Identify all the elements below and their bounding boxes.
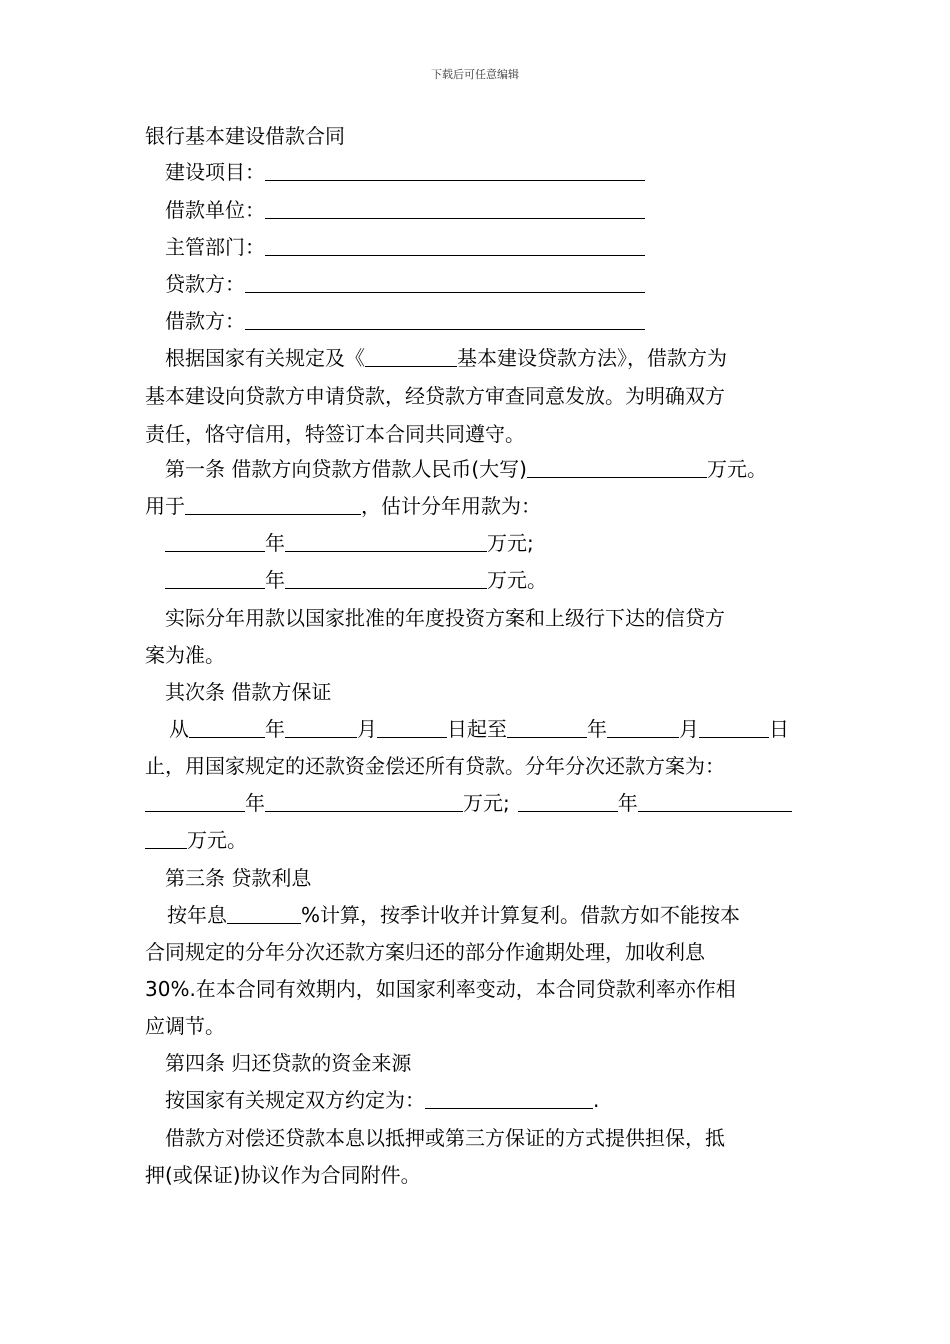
article-4-heading: 第四条 归还贷款的资金来源: [165, 1051, 412, 1075]
repayment-period-line: [165, 715, 789, 743]
start-day-blank[interactable]: [377, 717, 447, 738]
end-day-blank[interactable]: [699, 717, 769, 738]
field-lender: [165, 270, 645, 298]
start-year-blank[interactable]: [189, 717, 265, 738]
article-1-line-2: [145, 492, 541, 520]
fund-source-blank[interactable]: [425, 1088, 593, 1109]
article-3-heading: 第三条 贷款利息: [165, 866, 312, 890]
field-project: [165, 158, 645, 186]
repay-amount-2-blank[interactable]: [638, 791, 792, 812]
field-project-label: 建设项目：: [165, 160, 265, 184]
start-month-blank[interactable]: [285, 717, 357, 738]
intro-text-a: 根据国家有关规定及《: [165, 346, 365, 370]
year-label: 年: [245, 791, 265, 815]
repay-amount-2-blank-cont[interactable]: [145, 828, 187, 849]
article-3-line-3: 30%.在本合同有效期内，如国家利率变动，本合同贷款利率亦作相: [145, 977, 736, 1001]
article-1-text-b: 万元。: [706, 457, 767, 481]
usage-amount-1-blank[interactable]: [285, 531, 487, 552]
article-3-text-b: %计算，按季计收并计算复利。借款方如不能按本: [301, 903, 741, 927]
article-1-purpose-label: 用于: [145, 494, 185, 518]
year-label: 年: [587, 717, 607, 741]
repay-amount-1-blank[interactable]: [265, 791, 463, 812]
year-label: 年: [265, 568, 285, 592]
wan-label: 万元;: [487, 531, 534, 555]
authority-blank[interactable]: [265, 235, 645, 256]
end-month-blank[interactable]: [607, 717, 679, 738]
wan-label: 万元;: [463, 791, 510, 815]
wan-label: 万元。: [187, 828, 247, 852]
usage-amount-2-blank[interactable]: [285, 568, 487, 589]
repayment-schedule-row-cont: [145, 826, 247, 854]
lender-blank[interactable]: [245, 272, 645, 293]
field-authority-label: 主管部门：: [165, 235, 265, 259]
borrower-blank[interactable]: [245, 309, 645, 330]
article-2-line-2: 止，用国家规定的还款资金偿还所有贷款。分年分次还款方案为：: [145, 754, 725, 778]
year-label: 年: [617, 791, 638, 815]
article-2-heading: 其次条 借款方保证: [165, 680, 332, 704]
annual-rate-label: 按年息: [167, 903, 227, 927]
field-borrower-label: 借款方：: [165, 309, 245, 333]
usage-year-2-blank[interactable]: [165, 568, 265, 589]
usage-year-1-blank[interactable]: [165, 531, 265, 552]
repayment-schedule-row: [145, 789, 792, 817]
article-1-line-1: [165, 455, 767, 483]
guarantee-line-2: 押(或保证)协议作为合同附件。: [145, 1163, 421, 1187]
from-label: 从: [169, 717, 189, 741]
month-label: 月: [679, 717, 699, 741]
page-header-note: 下载后可任意编辑: [431, 68, 519, 81]
field-borrower-unit-label: 借款单位：: [165, 198, 265, 222]
year-label: 年: [265, 531, 285, 555]
end-year-blank[interactable]: [507, 717, 587, 738]
article-3-line-4: 应调节。: [145, 1014, 225, 1038]
document-title: 银行基本建设借款合同: [145, 124, 345, 148]
month-label: 月: [357, 717, 377, 741]
article-3-line-1: [165, 901, 740, 929]
repay-year-2-blank[interactable]: [518, 791, 618, 812]
annual-rate-blank[interactable]: [227, 903, 301, 924]
field-authority: [165, 233, 645, 261]
borrower-unit-blank[interactable]: [265, 198, 645, 219]
guarantee-line-1: 借款方对偿还贷款本息以抵押或第三方保证的方式提供担保，抵: [165, 1126, 725, 1150]
article-1-note-1: 实际分年用款以国家批准的年度投资方案和上级行下达的信贷方: [165, 606, 725, 630]
repay-year-1-blank[interactable]: [145, 791, 245, 812]
loan-amount-blank[interactable]: [527, 457, 707, 478]
article-1-note-2: 案为准。: [145, 643, 225, 667]
field-borrower-unit: [165, 196, 645, 224]
article-3-line-2: 合同规定的分年分次还款方案归还的部分作逾期处理，加收利息: [145, 940, 705, 964]
intro-line-2: 基本建设向贷款方申请贷款，经贷款方审查同意发放。为明确双方: [145, 384, 725, 408]
loan-method-blank[interactable]: [365, 346, 457, 367]
intro-text-b: 基本建设贷款方法》，借款方为: [457, 346, 727, 370]
fund-source-label: 按国家有关规定双方约定为：: [165, 1088, 425, 1112]
field-borrower: [165, 307, 645, 335]
day-label: 日: [769, 717, 789, 741]
article-1-text-a: 第一条 借款方向贷款方借款人民币(大写): [165, 457, 527, 481]
purpose-blank[interactable]: [185, 494, 361, 515]
article-4-line-1: [165, 1086, 599, 1114]
annual-usage-row-1: [165, 529, 534, 557]
article-1-estimate-text: ，估计分年用款为：: [361, 494, 541, 518]
intro-line-3: 责任，恪守信用，特签订本合同共同遵守。: [145, 422, 525, 446]
period-mark: .: [593, 1088, 600, 1112]
project-blank[interactable]: [265, 160, 645, 181]
intro-line-1: [165, 344, 727, 372]
year-label: 年: [265, 717, 285, 741]
day-from-label: 日起至: [447, 717, 507, 741]
wan-label: 万元。: [487, 568, 547, 592]
annual-usage-row-2: [165, 566, 547, 594]
field-lender-label: 贷款方：: [165, 272, 245, 296]
